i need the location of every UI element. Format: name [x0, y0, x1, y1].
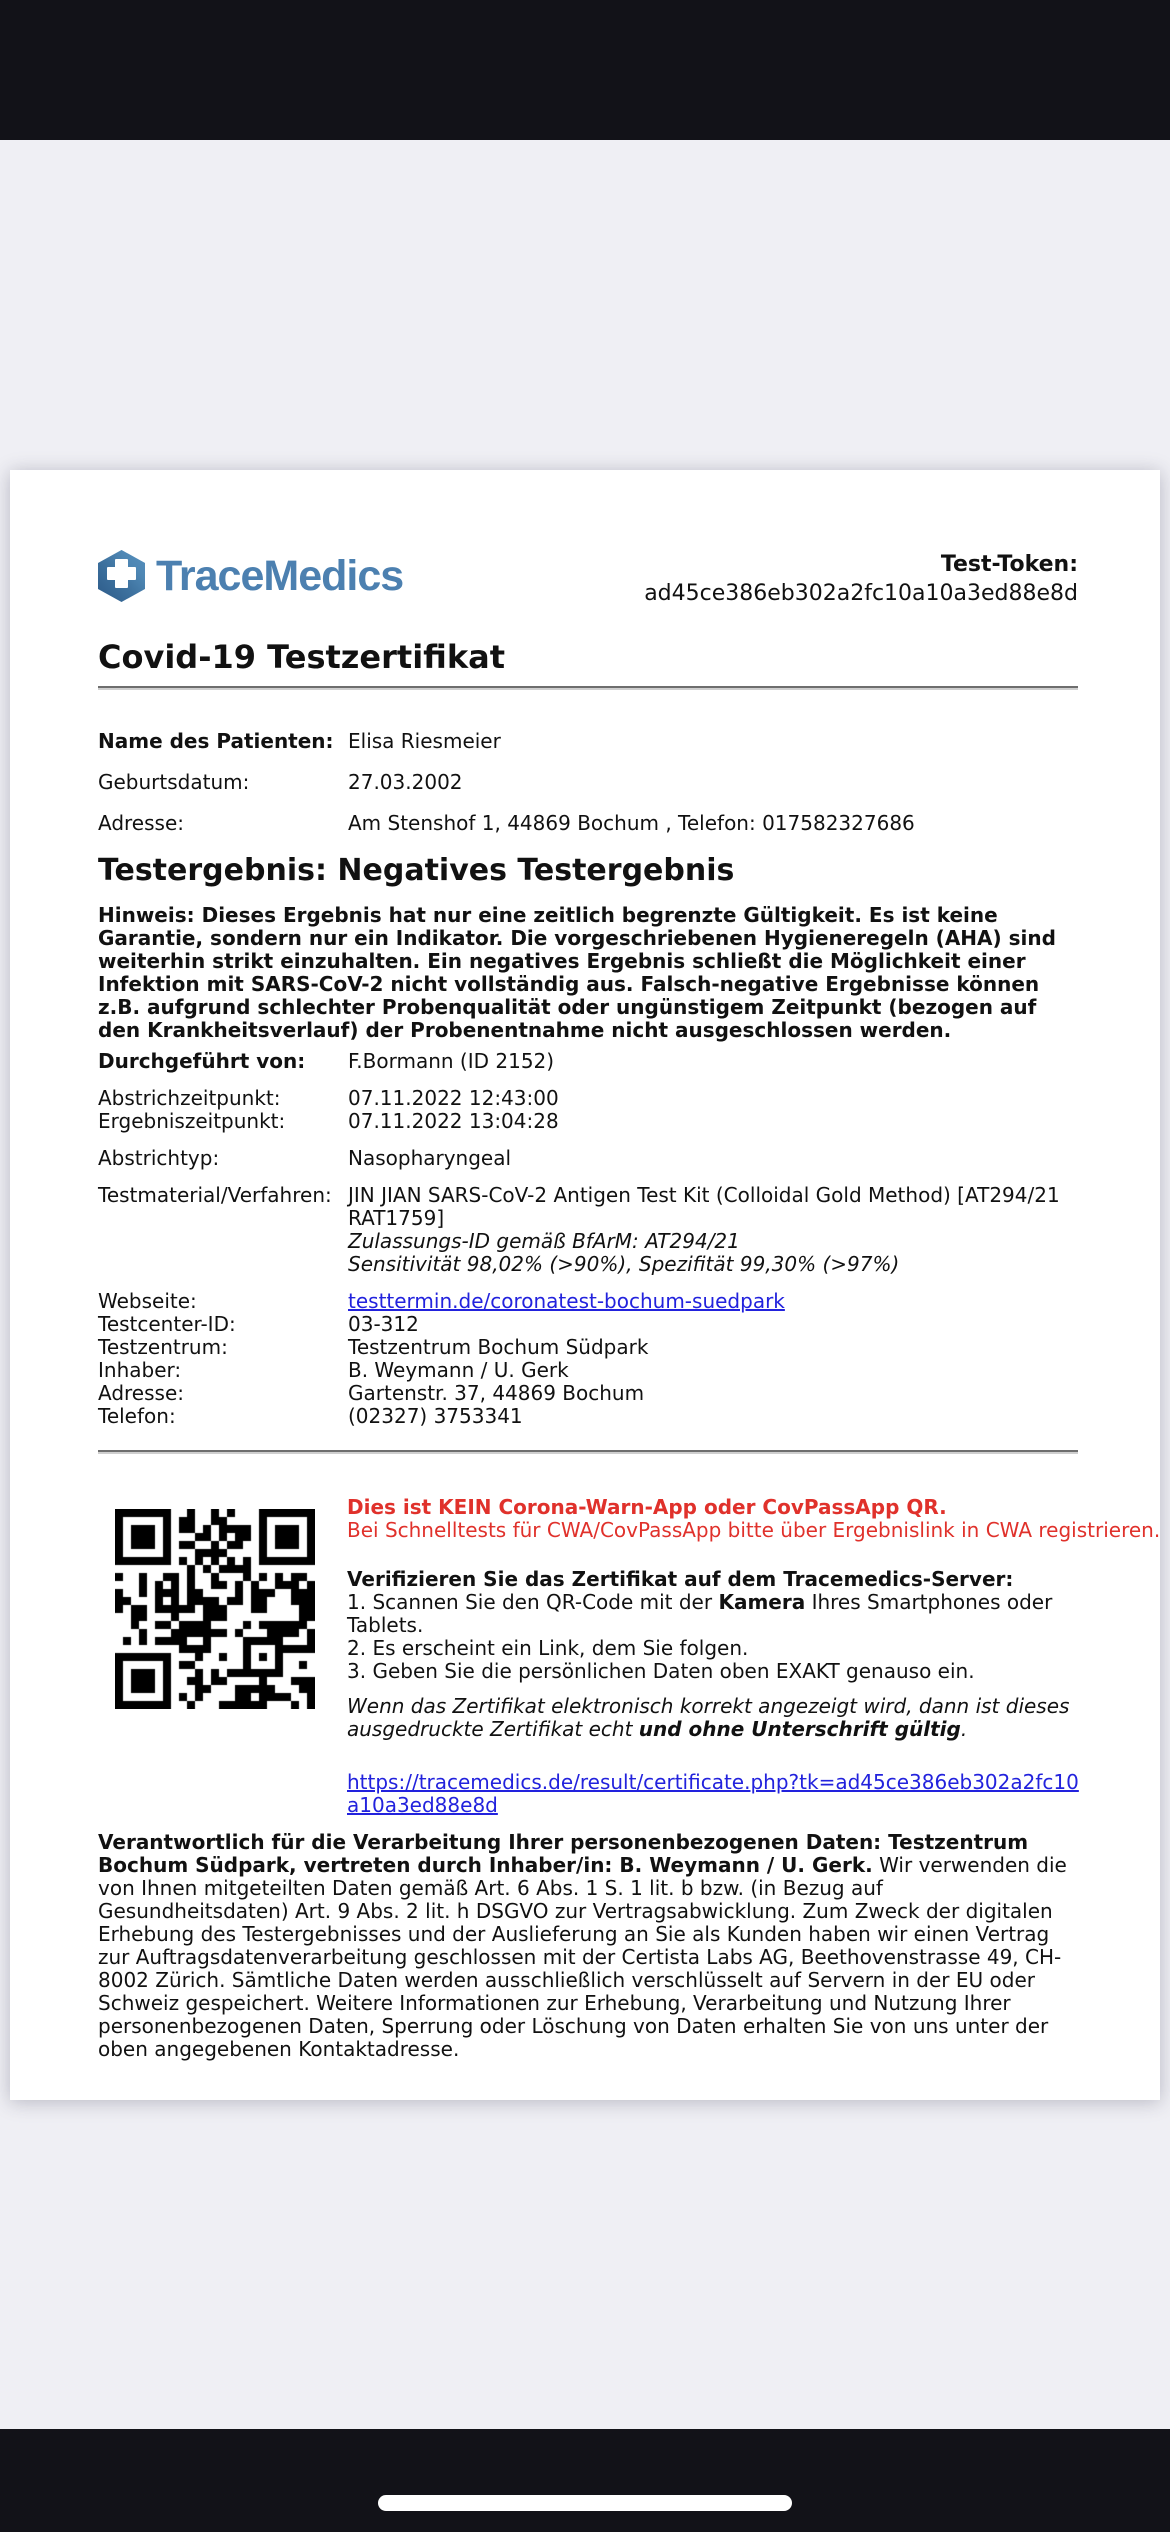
owner-row — [98, 1359, 1078, 1382]
result-time-label: Ergebniszeitpunkt: — [98, 1109, 286, 1133]
testcenter-name-row — [98, 1336, 1078, 1359]
performed-by-row — [98, 1050, 1078, 1073]
certificate-title: Covid-19 Testzertifikat — [98, 638, 506, 676]
tracemedics-hexagon-cross-icon — [98, 550, 145, 602]
performed-by-label: Durchgeführt von: — [98, 1049, 306, 1073]
brand-name: TraceMedics — [156, 552, 404, 600]
divider — [98, 1450, 1078, 1454]
center-address-label: Adresse: — [98, 1381, 184, 1405]
center-address-row — [98, 1382, 1078, 1405]
center-address-value: Gartenstr. 37, 44869 Bochum — [348, 1381, 645, 1405]
qr-section — [98, 1495, 1161, 1817]
patient-section — [98, 730, 1078, 835]
qr-warning-line1: Dies ist KEIN Corona-Warn-App oder CovPassApp QR. — [347, 1495, 947, 1519]
test-material-label: Testmaterial/Verfahren: — [98, 1183, 332, 1207]
test-material-row — [98, 1184, 1078, 1276]
privacy-responsible: Verantwortlich für die Verarbeitung Ihrer personenbezogenen Daten: Testzentrum Bochum Südpark, vertreten durch Inhaber/in: B. Weymann / U. Gerk. — [98, 1830, 1029, 1877]
test-token-label: Test-Token: — [940, 552, 1078, 577]
website-row — [98, 1290, 1078, 1313]
test-material-value — [348, 1184, 1078, 1276]
phone-value: (02327) 3753341 — [348, 1404, 523, 1428]
testcenter-id-label: Testcenter-ID: — [98, 1312, 236, 1336]
verify-heading: Verifizieren Sie das Zertifikat auf dem Tracemedics-Server: — [347, 1567, 1014, 1591]
owner-label: Inhaber: — [98, 1358, 182, 1382]
qr-warning-line2: Bei Schnelltests für CWA/CovPassApp bitte über Ergebnislink in CWA registrieren. — [347, 1518, 1161, 1542]
owner-value: B. Weymann / U. Gerk — [348, 1358, 569, 1382]
test-token-block — [644, 550, 1078, 608]
sensitivity-specificity: Sensitivität 98,02% (>90%), Spezifität 99,30% (>97%) — [348, 1252, 900, 1276]
address-value: Am Stenshof 1, 44869 Bochum , Telefon: 017582327686 — [348, 811, 915, 835]
swab-type-row — [98, 1147, 1078, 1170]
result-heading: Testergebnis: Negatives Testergebnis — [98, 853, 735, 888]
approval-id: Zulassungs-ID gemäß BfArM: AT294/21 — [348, 1229, 740, 1253]
verify-step-1: 1. Scannen Sie den QR-Code mit der Kamera Ihres Smartphones oder Tablets. — [347, 1590, 1053, 1637]
swab-type-label: Abstrichtyp: — [98, 1146, 220, 1170]
test-material-section — [98, 1184, 1078, 1276]
qr-instructions — [347, 1495, 1161, 1817]
swab-type-value: Nasopharyngeal — [348, 1146, 512, 1170]
home-indicator[interactable] — [378, 2495, 792, 2511]
birthdate-row — [98, 771, 1078, 794]
birthdate-value: 27.03.2002 — [348, 770, 463, 794]
swab-time-row — [98, 1087, 1078, 1110]
patient-name-row — [98, 730, 1078, 753]
patient-name-value: Elisa Riesmeier — [348, 729, 501, 753]
address-label: Adresse: — [98, 811, 184, 835]
patient-name-label: Name des Patienten: — [98, 729, 334, 753]
privacy-text: Wir verwenden die von Ihnen mitgeteilten Daten gemäß Art. 6 Abs. 1 S. 1 lit. b bzw. (in Bezug auf Gesundheitsdaten) Art. 9 Abs. 2 lit. h DSGVO zur Vertragsabwicklung. Zum Zweck der digitalen Erhebung des Testergebnisses und der Auslieferung an Sie als Kunden haben wir einen Vertrag zur Auftragsdatenverarbeitung geschlossen mit der Certista Labs AG, Beethovenstrasse 49, CH-8002 Zürich. Sämtliche Daten werden ausschließlich verschlüsselt auf Servern in der EU oder Schweiz gespeichert. Weitere Informationen zur Erhebung, Verarbeitung und Nutzung Ihrer personenbezogenen Daten, Sperrung oder Löschung von Daten erhalten Sie von uns unter der oben angegebenen Kontaktadresse. — [98, 1853, 1067, 2061]
performed-by-value: F.Bormann (ID 2152) — [348, 1049, 555, 1073]
signature-note: Wenn das Zertifikat elektronisch korrekt angezeigt wird, dann ist dieses ausgedruckte Zertifikat echt und ohne Unterschrift gültig. — [347, 1694, 1070, 1741]
tracemedics-logo — [98, 550, 403, 602]
website-link[interactable]: testtermin.de/coronatest-bochum-suedpark — [348, 1289, 785, 1313]
qr-code — [115, 1509, 315, 1709]
swab-time-label: Abstrichzeitpunkt: — [98, 1086, 281, 1110]
test-kit-name: JIN JIAN SARS-CoV-2 Antigen Test Kit (Colloidal Gold Method) [AT294/21 RAT1759] — [348, 1183, 1060, 1230]
test-center-section — [98, 1290, 1078, 1428]
address-row — [98, 812, 1078, 835]
testcenter-id-row — [98, 1313, 1078, 1336]
verify-step-2: 2. Es erscheint ein Link, dem Sie folgen. — [347, 1636, 749, 1660]
phone-row — [98, 1405, 1078, 1428]
status-bar — [0, 0, 1170, 140]
certificate-link[interactable]: https://tracemedics.de/result/certificate.php?tk=ad45ce386eb302a2fc10a10a3ed88e8d — [347, 1770, 1079, 1817]
performed-by-section — [98, 1050, 1078, 1073]
divider — [98, 686, 1078, 690]
result-notice: Hinweis: Dieses Ergebnis hat nur eine zeitlich begrenzte Gültigkeit. Es ist keine Garantie, sondern nur ein Indikator. Die vorgeschriebenen Hygieneregeln (AHA) sind weiterhin strikt einzuhalten. Ein negatives Ergebnis schließt die Möglichkeit einer Infektion mit SARS-CoV-2 nicht vollständig aus. Falsch-negative Ergebnisse können z.B. aufgrund schlechter Probenqualität oder ungünstigem Zeitpunkt (bezogen auf den Krankheitsverlauf) der Probenentnahme nicht ausgeschlossen werden. — [98, 903, 1056, 1042]
phone-label: Telefon: — [98, 1404, 176, 1428]
bottom-bar — [0, 2429, 1170, 2532]
swab-type-section — [98, 1147, 1078, 1170]
testcenter-name-label: Testzentrum: — [98, 1335, 228, 1359]
website-label: Webseite: — [98, 1289, 197, 1313]
result-time-row — [98, 1110, 1078, 1133]
testcenter-id-value: 03-312 — [348, 1312, 419, 1336]
verify-step-3: 3. Geben Sie die persönlichen Daten oben EXAKT genauso ein. — [347, 1659, 975, 1683]
timestamps-section — [98, 1087, 1078, 1133]
swab-time-value: 07.11.2022 12:43:00 — [348, 1086, 559, 1110]
privacy-paragraph — [98, 1831, 1078, 2061]
birthdate-label: Geburtsdatum: — [98, 770, 250, 794]
certificate-page[interactable] — [10, 470, 1160, 2100]
result-time-value: 07.11.2022 13:04:28 — [348, 1109, 559, 1133]
certificate-header — [98, 550, 1078, 608]
test-token-value: ad45ce386eb302a2fc10a10a3ed88e8d — [644, 581, 1078, 606]
testcenter-name-value: Testzentrum Bochum Südpark — [348, 1335, 649, 1359]
